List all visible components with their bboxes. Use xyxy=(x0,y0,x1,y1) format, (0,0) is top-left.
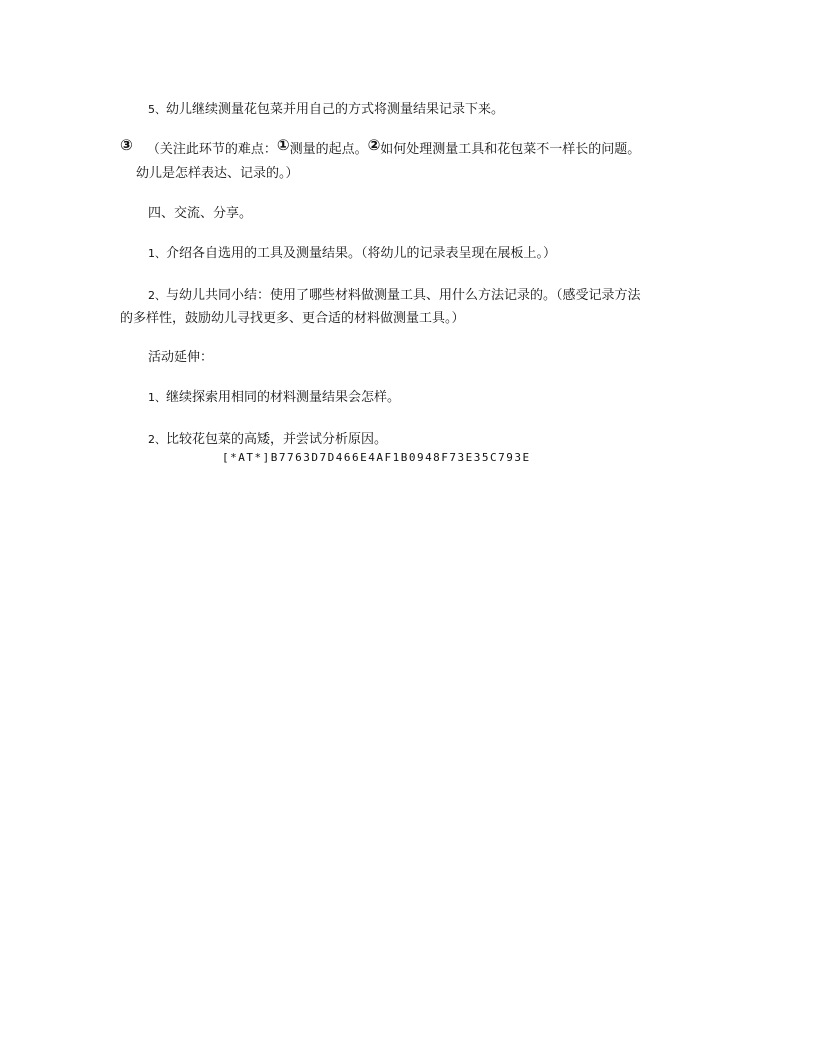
step-5-paragraph xyxy=(148,101,504,119)
difficulty-note-line-2: 幼儿是怎样表达、记录的。） xyxy=(136,166,299,181)
extension-item-1-number: 1、 xyxy=(148,391,166,404)
item-2-text: 与幼儿共同小结：使用了哪些材料做测量工具、用什么方法记录的。（感受记录方法 xyxy=(166,288,641,303)
circled-two-marker: ② xyxy=(367,136,381,154)
section-4-heading: 四、交流、分享。 xyxy=(148,206,253,221)
item-2-number: 2、 xyxy=(148,289,166,302)
step-5-text: 幼儿继续测量花包菜并用自己的方式将测量结果记录下来。 xyxy=(166,102,505,117)
item-1-paragraph xyxy=(148,245,556,263)
extension-item-2-text: 比较花包菜的高矮，并尝试分析原因。 xyxy=(166,432,388,447)
item-2-line-2: 的多样性，鼓励幼儿寻找更多、更合适的材料做测量工具。） xyxy=(120,311,465,326)
step-5-number: 5、 xyxy=(148,103,166,116)
extension-heading: 活动延伸： xyxy=(148,350,214,365)
item-2-paragraph xyxy=(148,287,641,305)
difficulty-note xyxy=(120,136,641,159)
note-part-3: 如何处理测量工具和花包菜不一样长的问题。 xyxy=(380,142,641,157)
extension-item-1-text: 继续探索用相同的材料测量结果会怎样。 xyxy=(166,390,401,405)
circled-three-marker: ③ xyxy=(120,136,133,154)
item-1-number: 1、 xyxy=(148,247,166,260)
note-part-1: （关注此环节的难点： xyxy=(146,142,277,157)
document-code: [*AT*]B7763D7D466E4AF1B0948F73E35C793E xyxy=(222,451,531,464)
extension-item-1 xyxy=(148,389,400,407)
note-part-2: 测量的起点。 xyxy=(289,142,368,157)
circled-one-marker: ① xyxy=(276,136,290,154)
extension-item-2 xyxy=(148,431,387,449)
item-1-text: 介绍各自选用的工具及测量结果。（将幼儿的记录表呈现在展板上。） xyxy=(166,246,557,261)
extension-item-2-number: 2、 xyxy=(148,433,166,446)
